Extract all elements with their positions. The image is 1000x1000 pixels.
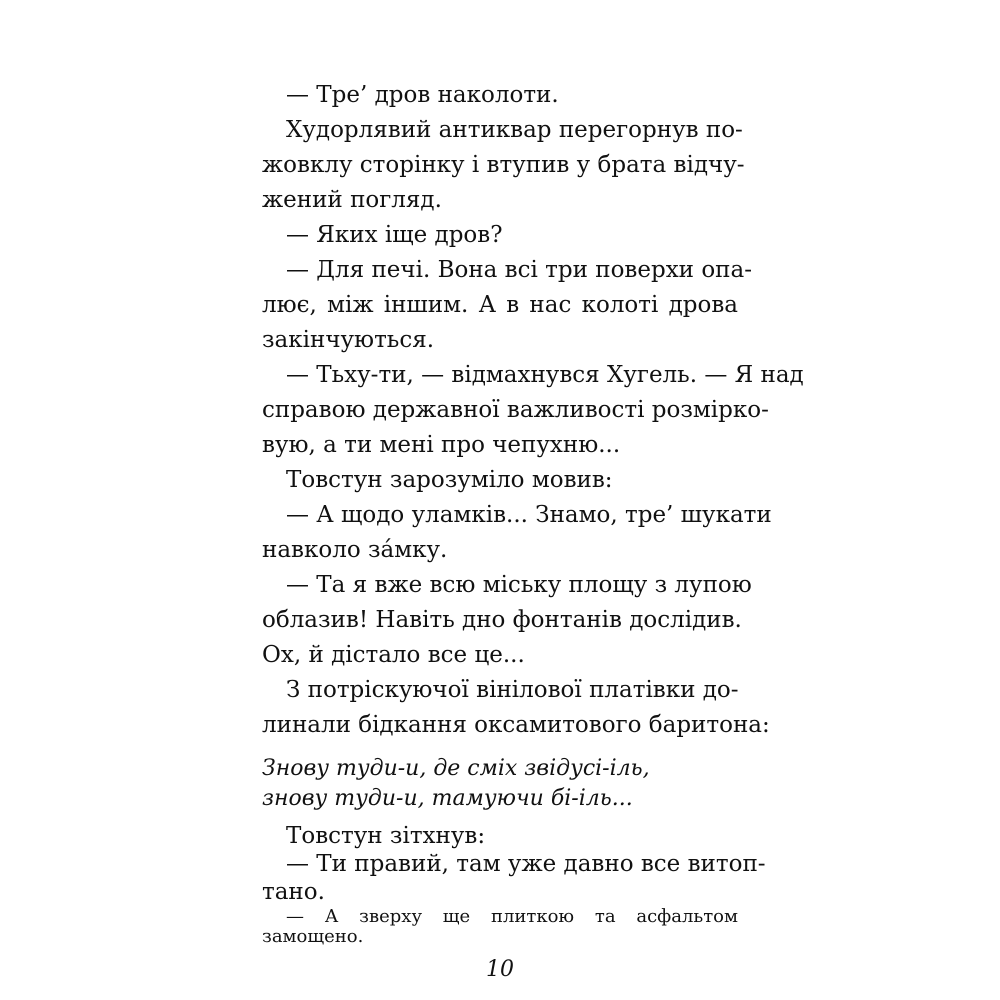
text-line: — Та я вже всю міську площу з лупою xyxy=(286,572,752,598)
text-line: линали бідкання оксамитового баритона: xyxy=(262,712,770,738)
text-line: Товстун зітхнув: xyxy=(286,823,486,849)
text-line: Ох, й дістало все це... xyxy=(262,642,525,668)
text-line: — Тре’ дров наколоти. xyxy=(286,82,559,108)
text-line: жений погляд. xyxy=(262,187,442,213)
text-line: Товстун зарозуміло мовив: xyxy=(286,467,613,493)
book-page xyxy=(262,0,804,1000)
text-line: — Ти правий, там уже давно все витоп- xyxy=(286,851,766,877)
text-line: З потріскуючої вінілової платівки до- xyxy=(286,677,739,703)
text-line: тано. xyxy=(262,879,325,905)
text-line: жовклу сторінку і втупив у брата відчу- xyxy=(262,152,745,178)
text-line: — А щодо уламків... Знамо, тре’ шукати xyxy=(286,502,772,528)
text-line: замощено. xyxy=(262,926,364,947)
page-number: 10 xyxy=(486,957,514,982)
text-line: закінчуються. xyxy=(262,327,435,353)
text-line: лює, між іншим. А в нас колоті дрова xyxy=(262,292,738,318)
poem-line: знову туди-и, тамуючи бі-іль... xyxy=(262,786,633,811)
text-line: облазив! Навіть дно фонтанів дослідив. xyxy=(262,607,742,633)
text-line: — Для печі. Вона всі три поверхи опа- xyxy=(286,257,752,283)
text-line: вую, а ти мені про чепухню... xyxy=(262,432,621,458)
text-line: — А зверху ще плиткою та асфальтом xyxy=(286,906,738,927)
text-line: Худорлявий антиквар перегорнув по- xyxy=(286,117,743,143)
text-line: справою державної важливості розмірко- xyxy=(262,397,769,423)
poem-line: Знову туди-и, де сміх звідусі-іль, xyxy=(262,756,650,781)
text-line: — Тьху-ти, — відмахнувся Хугель. — Я над xyxy=(286,362,804,388)
text-line: — Яких іще дров? xyxy=(286,222,503,248)
text-line: навколо за́мку. xyxy=(262,537,448,563)
